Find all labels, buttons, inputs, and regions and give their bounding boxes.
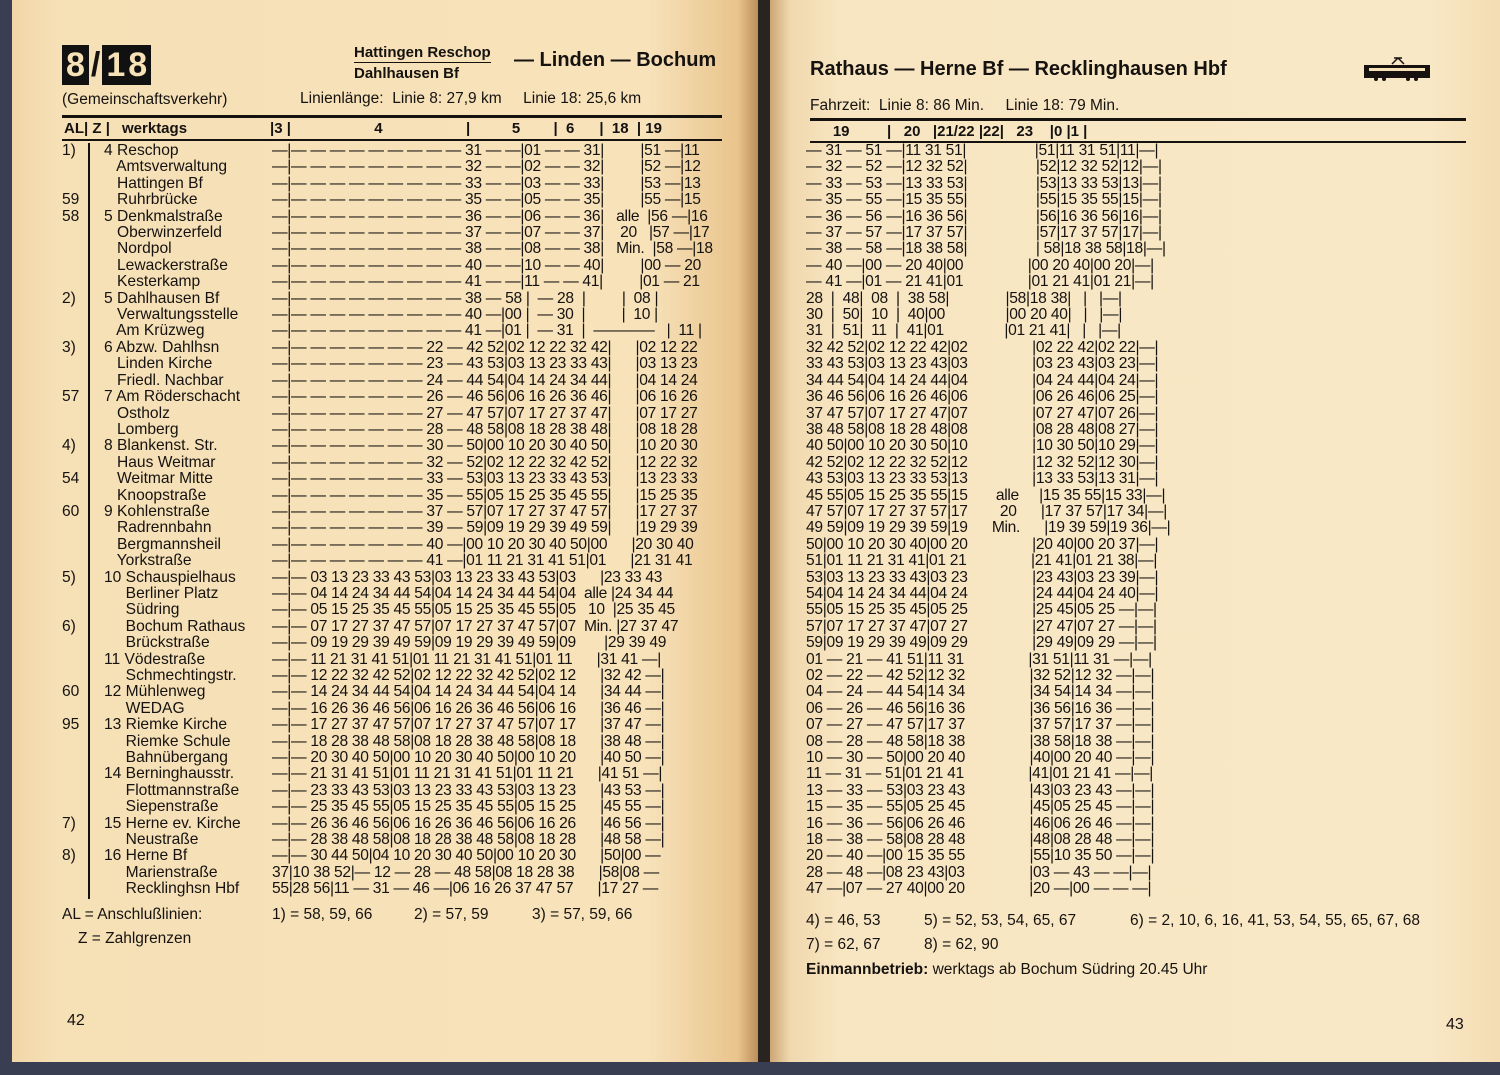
- time-row: 31 | 51| 11 | 41|01 |01 21 41| | |—|: [806, 322, 1121, 340]
- time-row: 02 — 22 — 42 52|12 32 |32 52|12 32 —|—|: [806, 667, 1155, 684]
- time-row: —|— — — — — — — 22 — 42 52|02 12 22 32 42| |02 12 22: [272, 338, 698, 356]
- stop-name: Marienstraße: [104, 863, 218, 881]
- al-cell: [62, 635, 86, 651]
- route-origin-dahlhausen: Dahlhausen Bf: [354, 65, 460, 82]
- al-cell: 7): [62, 814, 76, 832]
- al-cell: 57: [62, 388, 80, 406]
- time-row: —|— 12 22 32 42 52|02 12 22 32 42 52|02 12 |32 42 —|: [272, 667, 665, 684]
- stop-name: Siepenstraße: [104, 798, 219, 816]
- al-cell: [62, 881, 86, 897]
- al-cell: 1): [62, 142, 76, 159]
- stop-name: Brückstraße: [104, 634, 210, 652]
- time-row: 13 — 33 — 53|03 23 43 |43|03 23 43 —|—|: [806, 781, 1155, 799]
- stop-name: Verwaltungsstelle: [104, 306, 239, 324]
- time-row: —|— — — — — — — 24 — 44 54|04 14 24 34 44| |04 14 24: [272, 371, 698, 389]
- time-row: 30 | 50| 10 | 40|00 |00 20 40| | |—|: [806, 306, 1123, 324]
- time-row: 50|00 10 20 30 40|00 20 |20 40|00 20 37|—|: [806, 535, 1159, 553]
- time-row: —|— — — — — — — 33 — 53|03 13 23 33 43 53| |13 23 33: [272, 470, 698, 488]
- al-cell: [62, 159, 86, 175]
- line-number-8: 8: [62, 45, 89, 85]
- travel-time: Fahrzeit: Linie 8: 86 Min. Linie 18: 79 Min.: [810, 97, 1120, 114]
- time-row: —|— — — — — — — — — 38 — 58 | — 28 | | 08 |: [272, 289, 659, 307]
- stop-name: Knoopstraße: [104, 486, 207, 504]
- stop-name: 9 Kohlenstraße: [104, 502, 210, 520]
- footnote-4: 4) = 46, 53: [806, 912, 881, 929]
- al-cell: [62, 422, 86, 438]
- stop-name: Ruhrbrücke: [104, 191, 198, 209]
- einmann-note: [806, 961, 1207, 979]
- al-cell: [62, 176, 86, 192]
- time-row: —|— 23 33 43 53|03 13 23 33 43 53|03 13 23 |43 53 —|: [272, 781, 665, 799]
- time-row: — 41 —|01 — 21 41|01 |01 21 41|01 21|—|: [806, 273, 1154, 291]
- time-row: 08 — 28 — 48 58|18 38 |38 58|18 38 —|—|: [806, 732, 1155, 750]
- time-row: — 33 — 53 —|13 33 53| |53|13 33 53|13|—|: [806, 174, 1162, 192]
- time-row: 18 — 38 — 58|08 28 48 |48|08 28 48 —|—|: [806, 831, 1155, 849]
- line-badge: [62, 45, 151, 85]
- time-row: 28 — 48 —|08 23 43|03 |03 — 43 — —|—|: [806, 863, 1152, 881]
- line-number-18: 18: [102, 45, 151, 85]
- stop-name: Nordpol: [104, 240, 172, 258]
- al-cell: [62, 602, 86, 618]
- al-cell: [62, 783, 86, 799]
- time-row: 45 55|05 15 25 35 55|15 alle |15 35 55|15 33|—|: [806, 486, 1166, 504]
- time-row: 36 46 56|06 16 26 46|06 |06 26 46|06 25|—|: [806, 388, 1159, 406]
- header-hours-left: |3 | 4 | 5 | 6 | 18 | 19: [270, 120, 662, 137]
- al-cell: 3): [62, 338, 76, 356]
- page-number-left: 42: [67, 1012, 85, 1029]
- footnote-2: 2) = 57, 59: [414, 906, 489, 923]
- time-row: 38 48 58|08 18 28 48|08 |08 28 48|08 27|—|: [806, 420, 1159, 438]
- time-row: 33 43 53|03 13 23 43|03 |03 23 43|03 23|—|: [806, 355, 1159, 373]
- time-row: —|— — — — — — — 40 —|00 10 20 30 40 50|00 |20 30 40: [272, 535, 694, 553]
- stop-name: 13 Riemke Kirche: [104, 716, 228, 734]
- route-origin-hattingen: Hattingen Reschop: [354, 44, 491, 61]
- time-row: 37 47 57|07 17 27 47|07 |07 27 47|07 26|—|: [806, 404, 1159, 422]
- time-row: —|— 25 35 45 55|05 15 25 35 45 55|05 15 25 |45 55 —|: [272, 798, 665, 816]
- time-row: —|— — — — — — — — — 36 — —|06 — — 36| alle |56 —|16: [272, 207, 708, 225]
- stop-name: 14 Berninghausstr.: [104, 765, 235, 783]
- al-cell: [62, 766, 86, 782]
- stop-name: Flottmannstraße: [104, 781, 240, 799]
- stop-name: Bergmannsheil: [104, 535, 222, 553]
- al-cell: 6): [62, 617, 76, 635]
- time-row: —|— — — — — — — — — 40 —|00 | — 30 | | 10 |: [272, 306, 658, 324]
- time-row: 43 53|03 13 23 33 53|13 |13 33 53|13 31|—|: [806, 470, 1159, 488]
- al-cell: [62, 586, 86, 602]
- al-cell: [62, 865, 86, 881]
- stop-name: 16 Herne Bf: [104, 847, 188, 865]
- stop-name: Südring: [104, 601, 180, 619]
- header-hours-right: 19 | 20 |21/22 |22| 23 |0 |1 |: [812, 123, 1088, 140]
- time-row: 47 57|07 17 27 37 57|17 20 |17 37 57|17 34|—|: [806, 502, 1167, 520]
- footnote-7: 7) = 62, 67: [806, 936, 881, 953]
- stop-name: Lomberg: [104, 420, 179, 438]
- stop-name: 8 Blankenst. Str.: [104, 437, 218, 455]
- stop-name: Friedl. Nachbar: [104, 371, 224, 389]
- footnote-3: 3) = 57, 59, 66: [532, 906, 633, 923]
- z-column-divider: [88, 143, 90, 899]
- stop-name: Berliner Platz: [104, 584, 219, 602]
- al-cell: 59: [62, 191, 80, 209]
- footnote-al: AL = Anschlußlinien:: [62, 906, 203, 923]
- footnote-8: 8) = 62, 90: [924, 936, 999, 953]
- al-cell: 54: [62, 470, 80, 488]
- stop-name: 10 Schauspielhaus: [104, 568, 236, 586]
- stop-name: Ostholz: [104, 404, 170, 422]
- time-row: —|— — — — — — — — — 35 — —|05 — — 35| |55 —|15: [272, 191, 701, 209]
- time-row: 42 52|02 12 22 32 52|12 |12 32 52|12 30|—|: [806, 453, 1159, 471]
- stop-name: 5 Denkmalstraße: [104, 207, 223, 225]
- al-cell: [62, 750, 86, 766]
- time-row: 54|04 14 24 34 44|04 24 |24 44|04 24 40|—|: [806, 584, 1159, 602]
- stops-column: [104, 143, 245, 898]
- al-cell: 8): [62, 847, 76, 865]
- header-al-z: AL| Z |: [64, 120, 110, 137]
- stop-name: Riemke Schule: [104, 732, 231, 750]
- time-row: 20 — 40 —|00 15 35 55 |55|10 35 50 —|—|: [806, 847, 1155, 865]
- time-row: 28 | 48| 08 | 38 58| |58|18 38| | |—|: [806, 289, 1122, 307]
- line-length: Linienlänge: Linie 8: 27,9 km Linie 18: 25,6 km: [300, 90, 642, 107]
- time-row: —|— 07 17 27 37 47 57|07 17 27 37 47 57|07 Min. |27 37 47: [272, 617, 679, 635]
- time-row: —|— — — — — — — — — 33 — —|03 — — 33| |53 —|13: [272, 174, 701, 192]
- al-cell: 5): [62, 568, 76, 586]
- al-cell: 60: [62, 502, 80, 520]
- al-cell: [62, 258, 86, 274]
- time-row: 55|28 56|11 — 31 — 46 —|06 16 26 37 47 57 |17 27 —: [272, 880, 659, 898]
- footnote-1: 1) = 58, 59, 66: [272, 906, 373, 923]
- time-row: 37|10 38 52|— 12 — 28 — 48 58|08 18 28 38 |58|08 —: [272, 863, 659, 881]
- al-cell: [62, 553, 86, 569]
- al-cell: [62, 832, 86, 848]
- time-row: —|— 16 26 36 46 56|06 16 26 36 46 56|06 16 |36 46 —|: [272, 699, 665, 717]
- time-row: —|— 20 30 40 50|00 10 20 30 40 50|00 10 20 |40 50 —|: [272, 749, 665, 767]
- stop-name: Oberwinzerfeld: [104, 224, 222, 242]
- time-row: —|— 14 24 34 44 54|04 14 24 34 44 54|04 14 |34 44 —|: [272, 683, 665, 701]
- time-row: —|— 03 13 23 33 43 53|03 13 23 33 43 53|03 |23 33 43: [272, 568, 663, 586]
- time-row: — 35 — 55 —|15 35 55| |55|15 35 55|15|—|: [806, 191, 1162, 209]
- al-cell: [62, 307, 86, 323]
- stop-name: Linden Kirche: [104, 355, 213, 373]
- header-rule-bottom: [62, 139, 722, 141]
- time-row: 49 59|09 19 29 39 59|19 Min. |19 39 59|19 36|—|: [806, 519, 1171, 537]
- time-row: — 37 — 57 —|17 37 57| |57|17 37 57|17|—|: [806, 224, 1162, 242]
- al-cell: [62, 537, 86, 553]
- stop-name: Neustraße: [104, 831, 199, 849]
- al-cell: 58: [62, 207, 80, 225]
- time-row: —|— 09 19 29 39 49 59|09 19 29 39 49 59|09 |29 39 49: [272, 634, 667, 652]
- al-cell: [62, 455, 86, 471]
- stop-name: Yorkstraße: [104, 552, 192, 570]
- time-row: —|— — — — — — — 39 — 59|09 19 29 39 49 59| |19 29 39: [272, 519, 698, 537]
- time-row: 10 — 30 — 50|00 20 40 |40|00 20 40 —|—|: [806, 749, 1155, 767]
- time-row: 55|05 15 25 35 45|05 25 |25 45|05 25 —|—|: [806, 601, 1157, 619]
- time-row: 32 42 52|02 12 22 42|02 |02 22 42|02 22|—|: [806, 338, 1159, 356]
- stop-name: Schmechtingstr.: [104, 667, 237, 684]
- time-row: —|— 04 14 24 34 44 54|04 14 24 34 44 54|04 alle |24 34 44: [272, 584, 674, 602]
- page-number-right: 43: [1446, 1016, 1464, 1033]
- tram-icon: [1362, 56, 1432, 84]
- footnote-z: Z = Zahlgrenzen: [78, 930, 192, 947]
- time-row: —|— 18 28 38 48 58|08 18 28 38 48 58|08 18 |38 48 —|: [272, 732, 665, 750]
- time-row: —|— — — — — — — — — 40 — —|10 — — 40| |00 — 20: [272, 256, 701, 274]
- al-cell: [62, 799, 86, 815]
- time-row: 40 50|00 10 20 30 50|10 |10 30 50|10 29|—|: [806, 437, 1159, 455]
- stop-name: Recklinghsn Hbf: [104, 880, 240, 898]
- time-row: —|— — — — — — — 23 — 43 53|03 13 23 33 43| |03 13 23: [272, 355, 698, 373]
- stop-name: 6 Abzw. Dahlhsn: [104, 338, 220, 356]
- footnote-6: 6) = 2, 10, 6, 16, 41, 53, 54, 55, 65, 67, 68: [1130, 912, 1420, 929]
- route-title: — Linden — Bochum: [514, 49, 717, 71]
- time-row: —|— — — — — — — — — 37 — —|07 — — 37| 20 |57 —|17: [272, 224, 710, 242]
- time-row: 51|01 11 21 31 41|01 21 |21 41|01 21 38|—|: [806, 552, 1158, 570]
- time-row: —|— 30 44 50|04 10 20 30 40 50|00 10 20 30 |50|00 —: [272, 847, 661, 865]
- stop-name: Weitmar Mitte: [104, 470, 213, 488]
- stop-name: Kesterkamp: [104, 273, 201, 291]
- time-row: —|— — — — — — — 41 —|01 11 21 31 41 51|01 |21 31 41: [272, 552, 693, 570]
- einmann-text: werktags ab Bochum Südring 20.45 Uhr: [928, 961, 1208, 978]
- al-cell: 60: [62, 683, 80, 701]
- stop-name: 7 Am Röderschacht: [104, 388, 241, 406]
- stop-name: Hattingen Bf: [104, 174, 203, 192]
- time-row: —|— 17 27 37 47 57|07 17 27 37 47 57|07 17 |37 47 —|: [272, 716, 665, 734]
- stop-name: Amtsverwaltung: [104, 158, 228, 176]
- al-cell: [62, 734, 86, 750]
- stop-name: WEDAG: [104, 699, 185, 717]
- time-row: 07 — 27 — 47 57|17 37 |37 57|17 37 —|—|: [806, 716, 1155, 734]
- time-row: — 40 —|00 — 20 40|00 |00 20 40|00 20|—|: [806, 256, 1154, 274]
- time-row: 59|09 19 29 39 49|09 29 |29 49|09 29 —|—|: [806, 634, 1157, 652]
- al-cell: [62, 488, 86, 504]
- al-column: [62, 143, 86, 898]
- time-row: —|— — — — — — — — — 41 — —|11 — — 41| |01 — 21: [272, 273, 700, 291]
- time-row: — 38 — 58 —|18 38 58| | 58|18 38 58|18|—|: [806, 240, 1166, 258]
- al-cell: [62, 225, 86, 241]
- time-row: 47 —|07 — 27 40|00 20 |20 —|00 — — —|: [806, 880, 1152, 898]
- time-row: —|— — — — — — — 32 — 52|02 12 22 32 42 52| |12 22 32: [272, 453, 698, 471]
- right-route-title: Rathaus — Herne Bf — Recklinghausen Hbf: [810, 58, 1227, 80]
- al-cell: [62, 323, 86, 339]
- time-row: 15 — 35 — 55|05 25 45 |45|05 25 45 —|—|: [806, 798, 1155, 816]
- stop-name: Lewackerstraße: [104, 256, 228, 274]
- time-row: 16 — 36 — 56|06 26 46 |46|06 26 46 —|—|: [806, 814, 1155, 832]
- al-cell: 2): [62, 289, 76, 307]
- time-row: —|— — — — — — — 30 — 50|00 10 20 30 40 50| |10 20 30: [272, 437, 698, 455]
- einmann-label: Einmannbetrieb:: [806, 961, 929, 978]
- time-row: 04 — 24 — 44 54|14 34 |34 54|14 34 —|—|: [806, 683, 1155, 701]
- right-times-grid: [806, 143, 1170, 898]
- time-row: 01 — 21 — 41 51|11 31 |31 51|11 31 —|—|: [806, 650, 1152, 668]
- stop-name: Radrennbahn: [104, 519, 212, 537]
- time-row: —|— 05 15 25 35 45 55|05 15 25 35 45 55|05 10 |25 35 45: [272, 601, 675, 619]
- stop-name: 11 Vödestraße: [104, 650, 206, 668]
- time-row: —|— 21 31 41 51|01 11 21 31 41 51|01 11 21 |41 51 —|: [272, 765, 663, 783]
- time-row: 53|03 13 23 33 43|03 23 |23 43|03 23 39|—|: [806, 568, 1159, 586]
- al-cell: [62, 274, 86, 290]
- stop-name: 5 Dahlhausen Bf: [104, 289, 220, 307]
- time-row: —|— — — — — — — — — 32 — —|02 — — 32| |52 —|12: [272, 158, 701, 176]
- al-cell: [62, 241, 86, 257]
- header-werktags: werktags: [122, 120, 188, 137]
- time-row: 57|07 17 27 37 47|07 27 |27 47|07 27 —|—|: [806, 617, 1157, 635]
- stop-name: Am Krüzweg: [104, 322, 205, 340]
- time-row: —|— — — — — — — — — 38 — —|08 — — 38| Min. |58 —|18: [272, 240, 713, 258]
- al-cell: 95: [62, 716, 80, 734]
- time-row: — 32 — 52 —|12 32 52| |52|12 32 52|12|—|: [806, 158, 1162, 176]
- time-row: —|— — — — — — — 37 — 57|07 17 27 37 47 57| |17 27 37: [272, 502, 698, 520]
- al-cell: 4): [62, 437, 76, 455]
- right-header-rule-top: [810, 118, 1466, 121]
- stop-name: 15 Herne ev. Kirche: [104, 814, 241, 832]
- al-cell: [62, 652, 86, 668]
- al-cell: [62, 520, 86, 536]
- time-row: —|— 28 38 48 58|08 18 28 38 48 58|08 18 28 |48 58 —|: [272, 831, 665, 849]
- time-row: —|— 26 36 46 56|06 16 26 36 46 56|06 16 26 |46 56 —|: [272, 814, 665, 832]
- time-row: — 31 — 51 —|11 31 51| |51|11 31 51|11|—|: [806, 142, 1159, 159]
- footnote-5: 5) = 52, 53, 54, 65, 67: [924, 912, 1077, 929]
- subtitle-gemeinschaftsverkehr: (Gemeinschaftsverkehr): [62, 91, 228, 108]
- time-row: —|— — — — — — — 35 — 55|05 15 25 35 45 55| |15 25 35: [272, 486, 698, 504]
- stop-name: Bochum Rathaus: [104, 617, 246, 635]
- al-cell: [62, 406, 86, 422]
- al-cell: [62, 701, 86, 717]
- stop-name: 4 Reschop: [104, 142, 179, 159]
- time-row: — 36 — 56 —|16 36 56| |56|16 36 56|16|—|: [806, 207, 1162, 225]
- time-row: —|— — — — — — — — — 31 — —|01 — — 31| |51 —|11: [272, 142, 700, 159]
- time-row: —|— — — — — — — 28 — 48 58|08 18 28 38 48| |08 18 28: [272, 420, 698, 438]
- stop-name: Bahnübergang: [104, 749, 228, 767]
- al-cell: [62, 668, 86, 684]
- stop-name: 12 Mühlenweg: [104, 683, 206, 701]
- header-rule-top: [62, 115, 722, 118]
- stop-name: Haus Weitmar: [104, 453, 216, 471]
- time-row: 34 44 54|04 14 24 44|04 |04 24 44|04 24|—|: [806, 371, 1159, 389]
- book-gutter: [758, 0, 770, 1062]
- time-row: 06 — 26 — 46 56|16 36 |36 56|16 36 —|—|: [806, 699, 1155, 717]
- time-row: —|— — — — — — — 26 — 46 56|06 16 26 36 46| |06 16 26: [272, 388, 698, 406]
- left-times-grid: [272, 143, 713, 898]
- al-cell: [62, 373, 86, 389]
- time-row: —|— — — — — — — — — 41 —|01 | — 31 | ———— | 11 |: [272, 322, 702, 340]
- time-row: —|— 11 21 31 41 51|01 11 21 31 41 51|01 11 |31 41 —|: [272, 650, 661, 668]
- al-cell: [62, 356, 86, 372]
- time-row: —|— — — — — — — 27 — 47 57|07 17 27 37 47| |07 17 27: [272, 404, 698, 422]
- line-slash: /: [90, 46, 101, 84]
- time-row: 11 — 31 — 51|01 21 41 |41|01 21 41 —|—|: [806, 765, 1154, 783]
